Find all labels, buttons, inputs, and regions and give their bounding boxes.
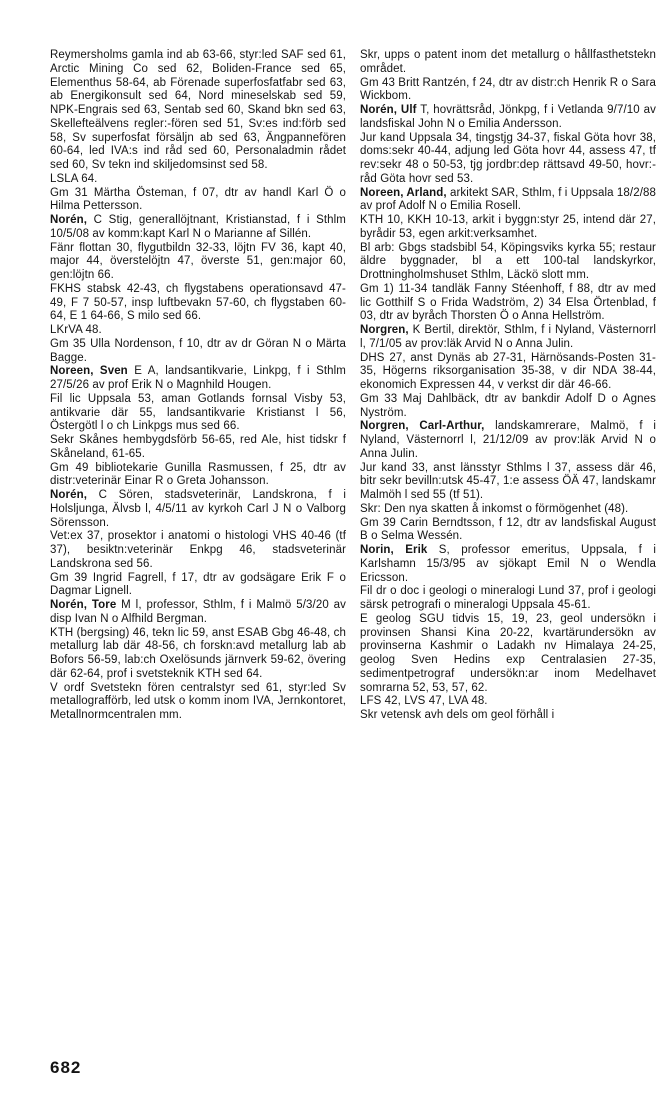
entry-text: LFS 42, LVS 47, LVA 48. <box>360 695 488 708</box>
entry-name: Norén, Tore <box>50 599 117 611</box>
entry-text: E geolog SGU tidvis 15, 19, 23, geol undersökn i provinsen Shansi Kina 20-22, kvartärundersökn av provinserna Kashmir o Ladakh nv Himalaya 24-25, geolog Sven Hedins exp Centralasien 27-35, sedimentpetrograf undersökn:ar inom Medelhavet somrarna 52, 53, 57, 62. <box>360 612 656 694</box>
biography-paragraph <box>360 352 656 393</box>
entry-text: C Sören, stadsveterinär, Landskrona, f i Holsljunga, Älvsb l, 4/5/11 av kyrkoh Carl J N o Valborg Sörensson. <box>50 489 346 529</box>
biography-entry-heading <box>360 544 656 585</box>
entry-text: Gm 31 Märtha Östeman, f 07, dtr av handl Karl Ö o Hilma Pettersson. <box>50 186 346 213</box>
biography-entry-heading <box>50 365 346 393</box>
entry-name: Norén, Ulf <box>360 104 417 116</box>
entry-name: Norén, <box>50 214 88 226</box>
entry-name: Noreen, Arland, <box>360 186 447 199</box>
entry-text: KTH (bergsing) 46, tekn lic 59, anst ESAB Gbg 46-48, ch metallurg lab där 48-56, ch forskn:avd metallurg lab ab Bofors 56-59, lab:ch Oxelösunds järnverk 59-62, övering där 62-64, prof i svetsteknik KTH sed 64. <box>50 626 346 680</box>
entry-text: Gm 1) 11-34 tandläk Fanny Stéenhoff, f 88, dtr av med lic Gotthilf S o Frida Wadström, 2) 34 Elsa Örtenblad, f 03, dtr av byråch Thorsten Ö o Anna Hellström. <box>360 282 656 323</box>
biography-paragraph <box>50 627 346 682</box>
biography-paragraph <box>50 49 346 173</box>
entry-text: Jur kand Uppsala 34, tingstjg 34-37, fiskal Göta hovr 38, doms:sekr 40-44, adjung led Göta hovr 44, assess 47, tf rev:sekr 48 o 50-53, tjg jordbr:dep rättsavd 49-50, hovr:-råd Göta hovr sed 53. <box>360 131 656 185</box>
page-number: 682 <box>50 1058 82 1077</box>
entry-text: KTH 10, KKH 10-13, arkit i byggn:styr 25, intend där 27, byrådir 53, egen arkit:verksamhet. <box>360 214 656 240</box>
biography-entry-heading <box>50 599 346 627</box>
biography-paragraph <box>360 393 656 421</box>
entry-text: DHS 27, anst Dynäs ab 27-31, Härnösands-Posten 31-35, Högerns riksorganisation 35-38, v dir NDA 38-44, ekonomich Expressen 44, v verkst dir där 46-66. <box>360 351 656 391</box>
biography-paragraph <box>360 283 656 324</box>
biography-entry-heading <box>360 187 656 215</box>
entry-text: Skr vetensk avh dels om geol förhåll i <box>360 709 555 721</box>
biography-paragraph <box>360 462 656 503</box>
biography-paragraph <box>50 173 346 187</box>
entry-text: Fänr flottan 30, flygutbildn 32-33, löjtn FV 36, kapt 40, major 44, överstelöjtn 47, överste 51, gen:major 60, gen:löjtn 66. <box>50 241 346 281</box>
entry-text: M l, professor, Sthlm, f i Malmö 5/3/20 av disp Ivan N o Alfhild Bergman. <box>50 599 346 625</box>
biography-paragraph <box>360 709 656 723</box>
biography-paragraph <box>50 338 346 366</box>
entry-text: K Bertil, direktör, Sthlm, f i Nyland, Västernorrl l, 7/1/05 av prov:läk Arvid N o Anna Julin. <box>360 324 656 350</box>
entry-name: Norgren, Carl-Arthur, <box>360 420 485 433</box>
biography-paragraph <box>360 517 656 545</box>
entry-text: E A, landsantikvarie, Linkpg, f i Sthlm 27/5/26 av prof Erik N o Magnhild Hougen. <box>50 365 346 391</box>
biography-paragraph <box>50 393 346 434</box>
entry-text: Gm 39 Carin Berndtsson, f 12, dtr av landsfiskal August B o Selma Wessén. <box>360 516 656 543</box>
biography-paragraph <box>360 695 656 709</box>
entry-text: Bl arb: Gbgs stadsbibl 54, Köpingsviks kyrka 55; restaur äldre byggnader, bl a ett 100-tal landskyrkor, Drottningholmshuset Sthlm, Läckö slott mm. <box>360 241 656 281</box>
entry-text: Gm 39 Ingrid Fagrell, f 17, dtr av godsägare Erik F o Dagmar Lignell. <box>50 571 346 598</box>
entry-text: V ordf Svetstekn fören centralstyr sed 61, styr:led Sv metallografförb, led utsk o komm inom IVA, Jernkontoret, Metallnormcentralen mm. <box>50 681 346 721</box>
entry-name: Norin, Erik <box>360 544 428 556</box>
biography-paragraph <box>50 283 346 324</box>
entry-text: Sekr Skånes hembygdsförb 56-65, red Ale, hist tidskr f Skåneland, 61-65. <box>50 434 346 460</box>
biography-paragraph <box>360 585 656 613</box>
biography-paragraph <box>360 503 656 517</box>
entry-name: Norgren, <box>360 324 409 336</box>
entry-text: FKHS stabsk 42-43, ch flygstabens operationsavd 47-49, F 7 50-57, insp luftbevakn 57-60, ch flygstaben 60-64, E 1 64-66, S milo sed 66. <box>50 282 346 323</box>
entry-text: Fil lic Uppsala 53, aman Gotlands fornsal Visby 53, antikvarie där 55, landsantikvarie Kristianst l 56, Östergötl l o ch Linkpgs mus sed 66. <box>50 392 346 433</box>
entry-text: Fil dr o doc i geologi o mineralogi Lund 37, prof i geologi särsk petrografi o mineralogi Uppsala 45-61. <box>360 585 656 611</box>
entry-name: Noreen, Sven <box>50 365 128 378</box>
entry-text: S, professor emeritus, Uppsala, f i Karlshamn 15/3/95 av sjökapt Emil N o Wendla Ericsson. <box>360 544 656 584</box>
entry-text: Reymersholms gamla ind ab 63-66, styr:led SAF sed 61, Arctic Mining Co sed 62, Boliden-France sed 65, Elementhus 58-64, ab Förenade superfosfatfabr sed 63, ab Energikonsult sed 64, Nord mineselskab sed 59, NPK-Engrais sed 63, Sentab sed 60, Skand bkn sed 63, Skellefteälvens regler:-fören sed 51, Sv:es ind:förb sed 58, Sv superfosfat försäljn ab sed 63, Ängpannefören 60-64, led IVA:s ind råd sed 60, Personaladmin rådet sed 60, Sv tekn ind skiljedomsinst sed 58. <box>50 49 346 171</box>
biography-paragraph <box>50 434 346 462</box>
entry-text: Gm 49 bibliotekarie Gunilla Rasmussen, f 25, dtr av distr:veterinär Einar R o Greta Johansson. <box>50 461 346 488</box>
entry-text: arkitekt SAR, Sthlm, f i Uppsala 18/2/88 av prof Adolf N o Emilia Rosell. <box>360 186 656 213</box>
entry-text: LSLA 64. <box>50 172 98 185</box>
biography-paragraph <box>360 214 656 242</box>
biography-paragraph <box>50 572 346 600</box>
biography-paragraph <box>50 530 346 571</box>
left-column <box>50 49 346 723</box>
right-column <box>360 49 656 723</box>
biography-entry-heading <box>360 420 656 461</box>
entry-text: Gm 35 Ulla Nordenson, f 10, dtr av dr Göran N o Märta Bagge. <box>50 337 346 364</box>
entry-text: T, hovrättsråd, Jönkpg, f i Vetlanda 9/7/10 av landsfiskal John N o Emilia Andersson. <box>360 104 656 130</box>
entry-text: landskamrerare, Malmö, f i Nyland, Västernorrl l, 21/12/09 av prov:läk Arvid N o Anna Julin. <box>360 420 656 460</box>
entry-text: Skr: Den nya skatten å inkomst o förmögenhet (48). <box>360 502 629 515</box>
entry-name: Norén, <box>50 489 88 501</box>
entry-text: Jur kand 33, anst länsstyr Sthlms l 37, assess där 46, bitr sekr bevilln:utsk 45-47, 1:e assess ÖÄ 47, landskamr Malmöh l sed 55 (tf 51). <box>360 461 656 501</box>
biography-entry-heading <box>360 104 656 132</box>
biography-paragraph <box>50 462 346 490</box>
biography-paragraph <box>50 682 346 723</box>
biography-entry-heading <box>360 324 656 352</box>
biography-paragraph <box>360 49 656 77</box>
biography-paragraph <box>360 132 656 187</box>
entry-text: Gm 33 Maj Dahlbäck, dtr av bankdir Adolf D o Agnes Nyström. <box>360 392 656 419</box>
entry-text: Gm 43 Britt Rantzén, f 24, dtr av distr:ch Henrik R o Sara Wickbom. <box>360 76 656 103</box>
biography-paragraph <box>50 242 346 283</box>
biography-paragraph <box>360 613 656 696</box>
biography-entry-heading <box>50 214 346 242</box>
entry-text: Vet:ex 37, prosektor i anatomi o histologi VHS 40-46 (tf 37), besiktn:veterinär Enkpg 46, stadsveterinär Landskrona sed 56. <box>50 530 346 570</box>
biography-paragraph <box>360 242 656 283</box>
entry-text: C Stig, generallöjtnant, Kristianstad, f i Sthlm 10/5/08 av komm:kapt Karl N o Marianne af Sillén. <box>50 214 346 240</box>
biography-paragraph <box>50 324 346 338</box>
entry-text: Skr, upps o patent inom det metallurg o hållfasthetstekn området. <box>360 49 656 75</box>
biography-paragraph <box>50 187 346 215</box>
biography-paragraph <box>360 77 656 105</box>
entry-text: LKrVA 48. <box>50 324 102 336</box>
biography-entry-heading <box>50 489 346 530</box>
